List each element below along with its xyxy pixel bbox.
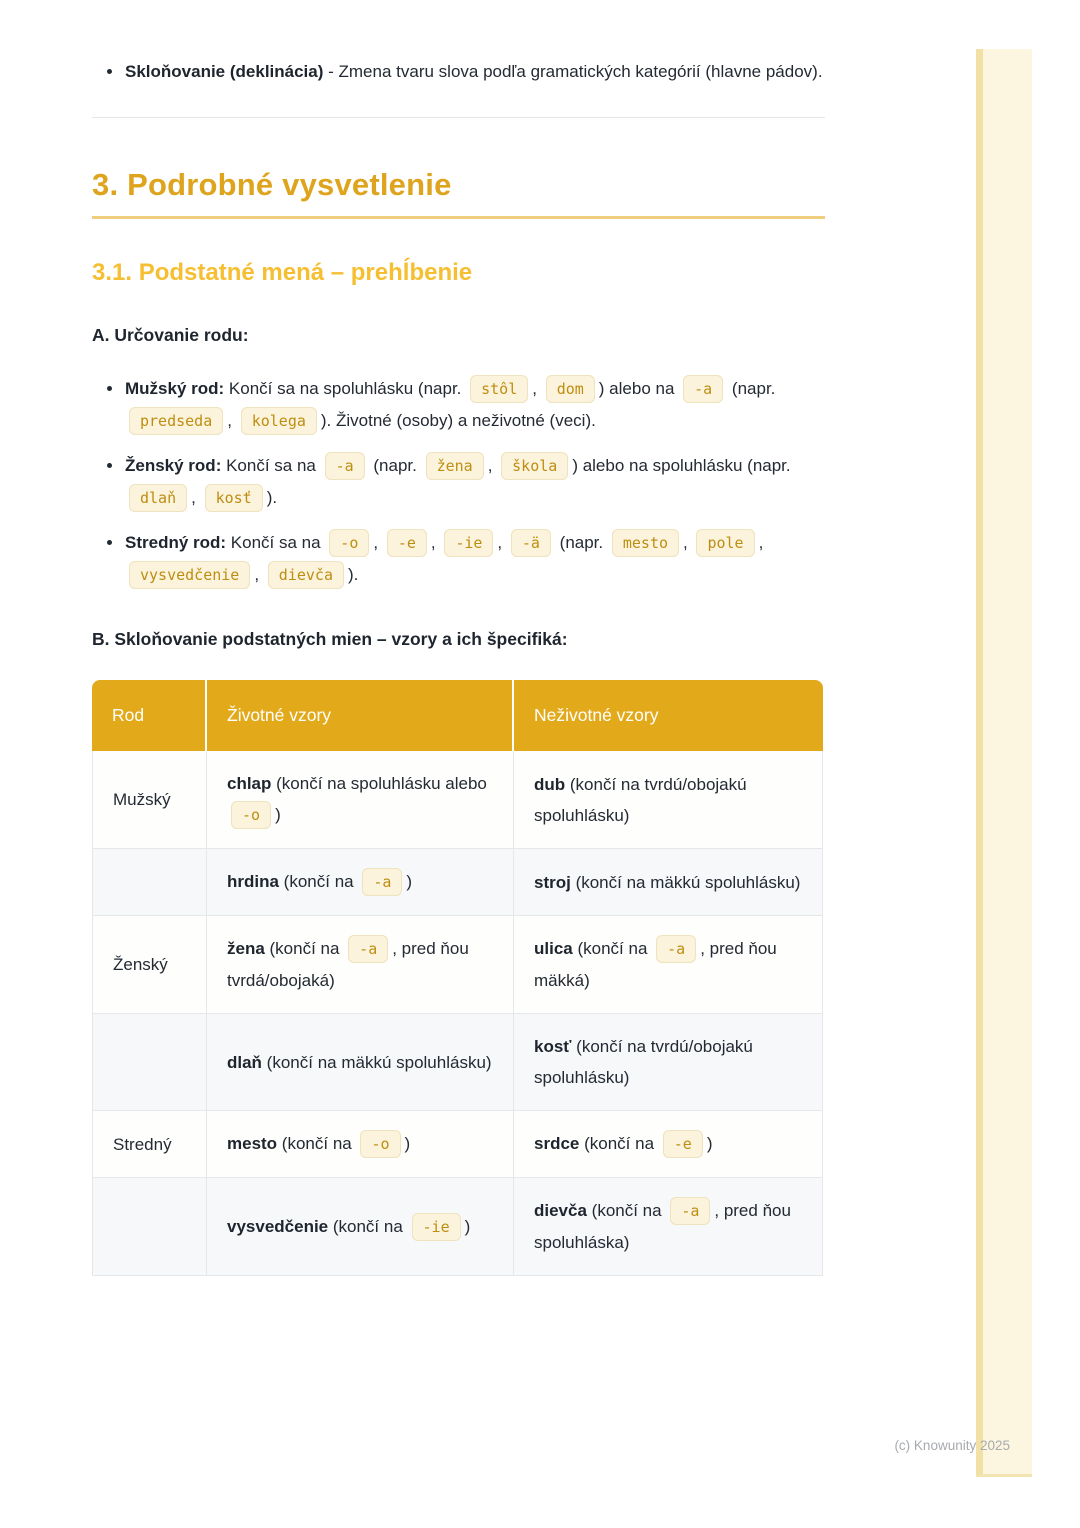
text-segment: Končí sa na spoluhlásku (napr. (224, 379, 467, 398)
pattern-table-header-row (92, 680, 823, 751)
text-segment: ). (266, 488, 278, 507)
nezivotne-cell (514, 751, 823, 849)
text-segment: , (487, 456, 498, 475)
rod-cell (92, 1178, 207, 1276)
inline-code-chip: škola (501, 452, 568, 480)
inline-code-chip: -a (670, 1197, 710, 1225)
term-bold: mesto (227, 1134, 278, 1153)
inline-code-chip: -a (348, 935, 388, 963)
nezivotne-cell (514, 1014, 823, 1111)
text-segment: ) (706, 1134, 713, 1153)
inline-code-chip: -a (683, 375, 723, 403)
section-heading-underline (92, 216, 825, 219)
header-cell-nezivotne: Neživotné vzory (514, 680, 823, 751)
text-segment: (končí na (264, 939, 345, 958)
header-cell-zivotne: Životné vzory (207, 680, 514, 751)
term-bold: dlaň (227, 1052, 262, 1072)
term-bold: hrdina (227, 872, 279, 891)
text-segment: ). (347, 565, 359, 584)
section-heading: 3. Podrobné vysvetlenie (92, 167, 452, 202)
text-segment: (končí na tvrdú/obojakú spoluhlásku) (534, 774, 747, 825)
inline-code-chip: -o (360, 1130, 400, 1158)
zivotne-cell (207, 1014, 514, 1111)
nezivotne-cell (514, 1111, 823, 1178)
table-row (92, 1014, 823, 1111)
inline-code-chip: dom (546, 375, 595, 403)
text-segment: Končí sa na (226, 533, 326, 552)
text-segment: , (227, 411, 237, 430)
copyright-footer: (c) Knowunity 2025 (894, 1438, 1010, 1453)
text-segment: ) (406, 872, 413, 891)
intro-bullet-item (124, 56, 825, 87)
nezivotne-cell (514, 916, 823, 1014)
inline-code-chip: mesto (612, 529, 679, 557)
gender-bullet-masculine (124, 373, 825, 437)
declension-pattern-table (92, 680, 823, 1276)
inline-code-chip: -o (329, 529, 369, 557)
inline-code-chip: -ie (444, 529, 493, 557)
term-bold: Ženský rod: (125, 456, 222, 475)
inline-code-chip: predseda (129, 407, 223, 435)
document-content (92, 0, 825, 1276)
zivotne-cell (207, 849, 514, 916)
inline-code-chip: dievča (268, 561, 344, 589)
text-segment: (napr. (554, 533, 608, 552)
term-bold: dub (534, 774, 566, 794)
table-row (92, 1178, 823, 1276)
text-segment: , (254, 565, 264, 584)
text-segment: ) (464, 1216, 471, 1236)
gender-bullet-list (92, 373, 825, 591)
gender-bullet-feminine (124, 450, 825, 514)
text-segment: , (532, 379, 542, 398)
rod-cell: Stredný (92, 1111, 207, 1178)
term-bold: Stredný rod: (125, 533, 227, 552)
intro-bullet-list (92, 56, 825, 87)
text-segment: , pred ňou tvrdá/obojaká) (227, 939, 469, 990)
inline-code-chip: dlaň (129, 484, 187, 512)
pattern-table-body (92, 751, 823, 1276)
inline-code-chip: -a (325, 452, 365, 480)
term-bold: dievča (534, 1201, 587, 1220)
inline-code-chip: pole (696, 529, 754, 557)
inline-code-chip: -ä (511, 529, 551, 557)
text-segment: (končí na tvrdú/obojakú spoluhlásku) (534, 1037, 753, 1087)
gender-bullet-neuter (124, 527, 825, 591)
text-segment: , pred ňou spoluhláska) (534, 1201, 791, 1252)
rod-cell: Ženský (92, 916, 207, 1014)
rod-cell: Mužský (92, 751, 207, 849)
text-segment: - Zmena tvaru slova podľa gramatických kategórií (hlavne pádov). (323, 62, 823, 81)
inline-code-chip: žena (426, 452, 484, 480)
subsection-heading: 3.1. Podstatné mená – prehĺbenie (92, 259, 473, 286)
table-row (92, 1111, 823, 1178)
nezivotne-cell (514, 1178, 823, 1276)
subhead-b: B. Skloňovanie podstatných mien – vzory a ich špecifiká: (92, 629, 568, 649)
text-segment: ) alebo na (598, 379, 680, 398)
text-segment: (končí na mäkkú spoluhlásku) (261, 1052, 492, 1072)
inline-code-chip: vysvedčenie (129, 561, 250, 589)
text-segment: , (373, 533, 383, 552)
inline-code-chip: stôl (470, 375, 528, 403)
text-segment: (končí na (328, 1216, 408, 1236)
zivotne-cell (207, 916, 514, 1014)
page-side-accent-bar (976, 49, 1032, 1477)
inline-code-chip: -a (362, 868, 402, 896)
text-segment: Končí sa na (221, 456, 321, 475)
text-segment: ) (275, 805, 281, 824)
subhead-a: A. Určovanie rodu: (92, 325, 249, 345)
table-row (92, 916, 823, 1014)
header-cell-rod: Rod (92, 680, 207, 751)
term-bold: kosť (534, 1037, 572, 1056)
inline-code-chip: -ie (412, 1213, 461, 1241)
text-segment: ) alebo na spoluhlásku (napr. (572, 456, 791, 475)
text-segment: (končí na (572, 939, 653, 958)
section-divider (92, 117, 825, 118)
term-bold: vysvedčenie (227, 1216, 329, 1236)
text-segment: ). Životné (osoby) a neživotné (veci). (320, 411, 596, 430)
text-segment: , (497, 533, 507, 552)
text-segment: (končí na mäkkú spoluhlásku) (570, 872, 801, 892)
zivotne-cell (207, 1111, 514, 1178)
nezivotne-cell (514, 849, 823, 916)
term-bold: žena (227, 939, 265, 958)
term-bold: chlap (227, 774, 272, 793)
pattern-table-head (92, 680, 823, 751)
term-bold: ulica (534, 939, 573, 958)
text-segment: , (758, 533, 764, 552)
text-segment: (končí na (579, 1134, 659, 1153)
inline-code-chip: kosť (205, 484, 263, 512)
text-segment: (napr. (727, 379, 776, 398)
inline-code-chip: -a (656, 935, 696, 963)
text-segment: (končí na (277, 1134, 357, 1153)
term-bold: Skloňovanie (deklinácia) (125, 62, 324, 81)
text-segment: ) (404, 1134, 411, 1153)
text-segment: (končí na (278, 872, 359, 891)
text-segment: (napr. (368, 456, 422, 475)
zivotne-cell (207, 751, 514, 849)
inline-code-chip: -e (387, 529, 427, 557)
inline-code-chip: -e (663, 1130, 703, 1158)
text-segment: (končí na spoluhlásku alebo (271, 774, 487, 793)
inline-code-chip: -o (231, 801, 271, 829)
text-segment: , (191, 488, 201, 507)
term-bold: Mužský rod: (125, 379, 225, 398)
inline-code-chip: kolega (241, 407, 317, 435)
text-segment: , (430, 533, 441, 552)
term-bold: srdce (534, 1134, 580, 1153)
text-segment: , pred ňou mäkká) (534, 939, 777, 990)
term-bold: stroj (534, 872, 571, 892)
zivotne-cell (207, 1178, 514, 1276)
table-row (92, 751, 823, 849)
rod-cell (92, 1014, 207, 1111)
text-segment: , (683, 533, 693, 552)
rod-cell (92, 849, 207, 916)
table-row (92, 849, 823, 916)
text-segment: (končí na (586, 1201, 667, 1220)
